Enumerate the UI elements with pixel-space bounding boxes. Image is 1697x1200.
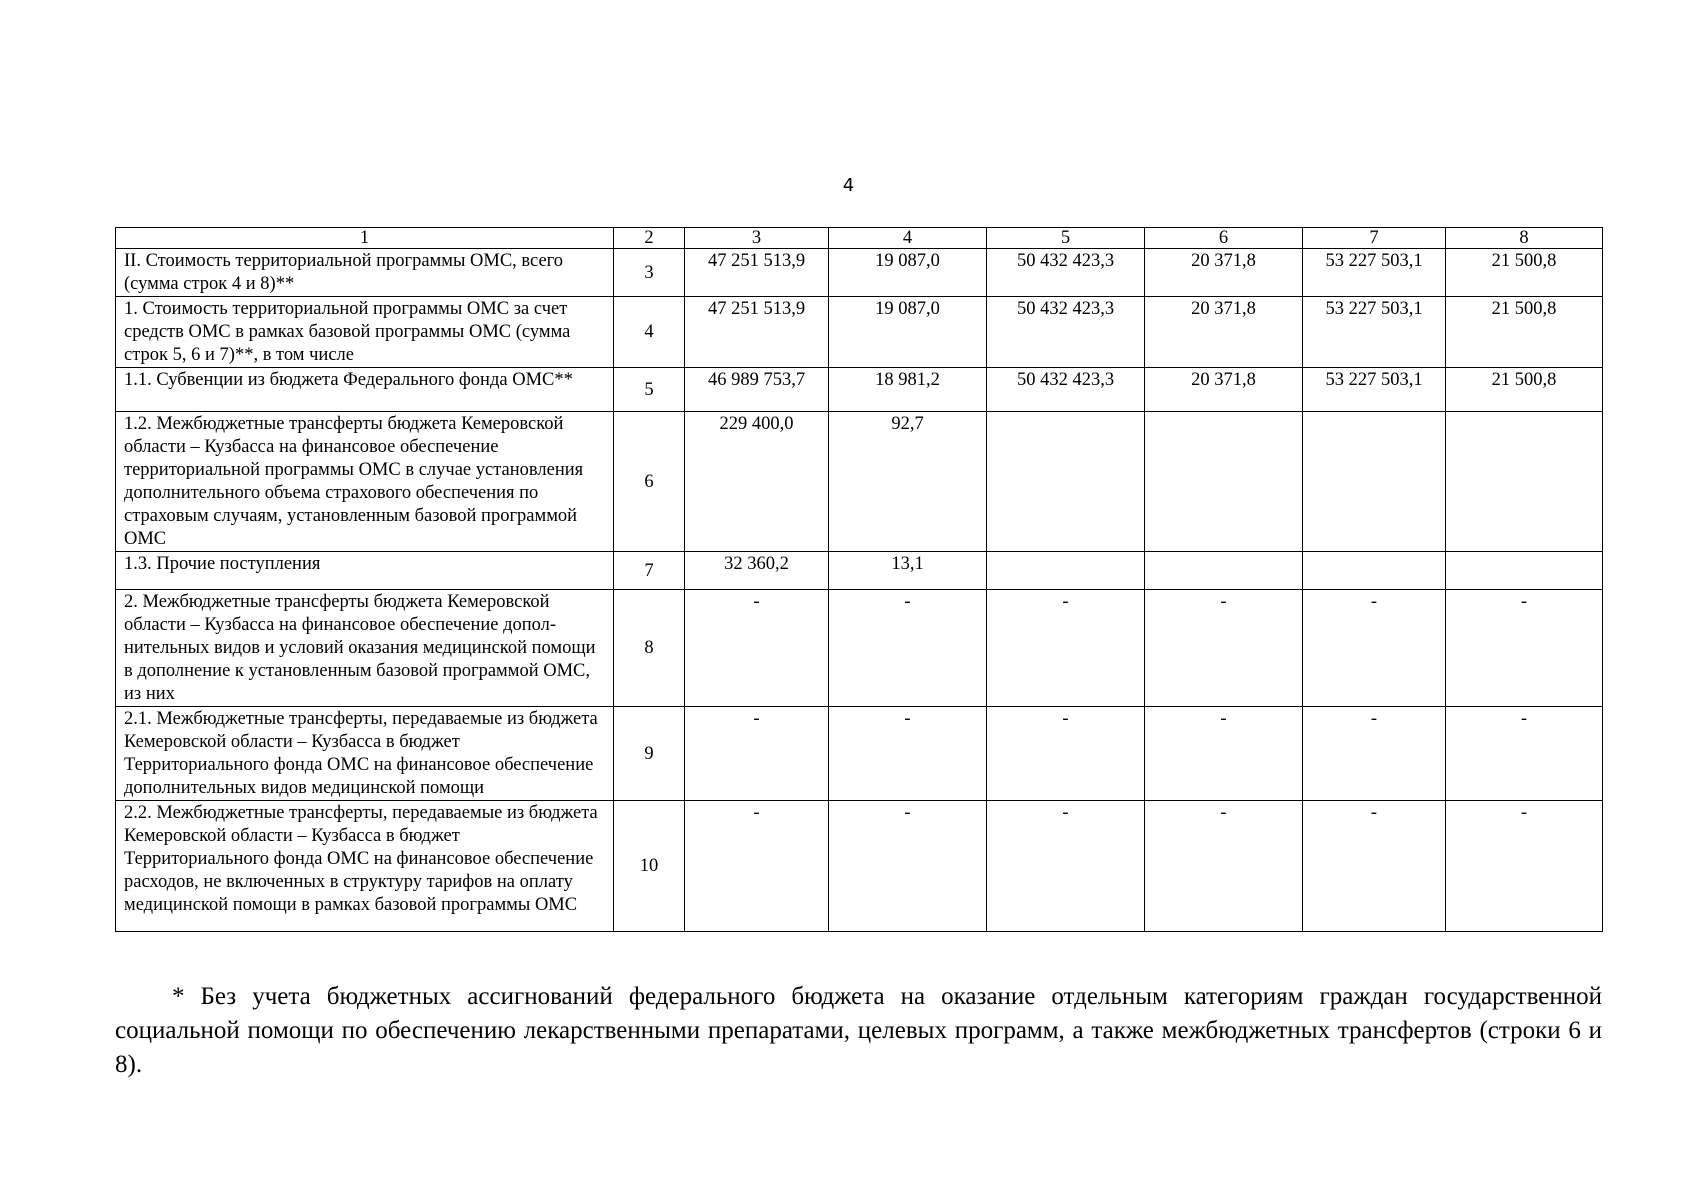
column-header: 1	[116, 228, 614, 249]
value-cell: 20 371,8	[1145, 368, 1303, 412]
column-header: 3	[685, 228, 829, 249]
value-cell: -	[1145, 590, 1303, 707]
row-label: II. Стоимость территориальной программы ОМС, всего (сумма строк 4 и 8)**	[116, 249, 614, 297]
value-cell: 13,1	[829, 552, 987, 590]
page-number: 4	[842, 175, 855, 196]
table-row	[116, 249, 1603, 297]
value-cell	[1446, 552, 1603, 590]
value-cell: 20 371,8	[1145, 249, 1303, 297]
value-cell: -	[1303, 590, 1446, 707]
value-cell	[1446, 412, 1603, 552]
table-row	[116, 552, 1603, 590]
row-label: 2. Межбюджетные трансферты бюджета Кемеровской области – Кузбасса на финансовое обеспечение дополнительных видов и условий оказания медицинской помощи в дополнение к установленным базовой программой ОМС, из них	[116, 590, 614, 707]
table-header-row	[116, 228, 1603, 249]
row-number: 7	[614, 552, 685, 590]
value-cell: 21 500,8	[1446, 297, 1603, 368]
value-cell: -	[1446, 707, 1603, 801]
value-cell: -	[1303, 801, 1446, 932]
value-cell: -	[685, 590, 829, 707]
footnote: * Без учета бюджетных ассигнований федерального бюджета на оказание отдельным категориям граждан государственной социальной помощи по обеспечению лекарственными препаратами, целевых программ, а также межбюджетных трансфертов (строки 6 и 8).	[115, 983, 1602, 1078]
table-row	[116, 801, 1603, 932]
value-cell: 46 989 753,7	[685, 368, 829, 412]
row-label: 2.2. Межбюджетные трансферты, передаваемые из бюджета Кемеровской области – Кузбасса в бюджет Территориального фонда ОМС на финансовое обеспечение расходов, не включенных в структуру тарифов на оплату медицинской помощи в рамках базовой программы ОМС	[116, 801, 614, 932]
table-row	[116, 368, 1603, 412]
value-cell	[1145, 552, 1303, 590]
value-cell: 19 087,0	[829, 249, 987, 297]
value-cell: -	[829, 590, 987, 707]
value-cell: -	[1303, 707, 1446, 801]
value-cell: -	[829, 707, 987, 801]
value-cell: -	[987, 590, 1145, 707]
value-cell: 18 981,2	[829, 368, 987, 412]
row-number: 9	[614, 707, 685, 801]
value-cell	[1145, 412, 1303, 552]
table-row	[116, 590, 1603, 707]
value-cell: 32 360,2	[685, 552, 829, 590]
value-cell: -	[1446, 801, 1603, 932]
value-cell	[987, 412, 1145, 552]
column-header: 5	[987, 228, 1145, 249]
value-cell	[987, 552, 1145, 590]
row-number: 3	[614, 249, 685, 297]
value-cell: 19 087,0	[829, 297, 987, 368]
value-cell: -	[685, 707, 829, 801]
row-label: 1.1. Субвенции из бюджета Федерального фонда ОМС**	[116, 368, 614, 412]
value-cell: -	[1145, 801, 1303, 932]
value-cell: 21 500,8	[1446, 368, 1603, 412]
column-header: 6	[1145, 228, 1303, 249]
row-label: 2.1. Межбюджетные трансферты, передаваемые из бюджета Кемеровской области – Кузбасса в бюджет Территориального фонда ОМС на финансовое обеспечение дополнительных видов медицинской помощи	[116, 707, 614, 801]
financial-table	[115, 227, 1603, 932]
value-cell: -	[1446, 590, 1603, 707]
column-header: 7	[1303, 228, 1446, 249]
row-number: 6	[614, 412, 685, 552]
value-cell: 53 227 503,1	[1303, 297, 1446, 368]
value-cell: 21 500,8	[1446, 249, 1603, 297]
row-number: 10	[614, 801, 685, 932]
value-cell: 50 432 423,3	[987, 249, 1145, 297]
value-cell: -	[1145, 707, 1303, 801]
value-cell: -	[987, 801, 1145, 932]
value-cell: 50 432 423,3	[987, 297, 1145, 368]
table-row	[116, 412, 1603, 552]
column-header: 4	[829, 228, 987, 249]
value-cell: -	[829, 801, 987, 932]
row-number: 4	[614, 297, 685, 368]
table-row	[116, 297, 1603, 368]
value-cell: -	[685, 801, 829, 932]
row-number: 5	[614, 368, 685, 412]
value-cell: 47 251 513,9	[685, 297, 829, 368]
column-header: 8	[1446, 228, 1603, 249]
value-cell: -	[987, 707, 1145, 801]
row-label: 1.2. Межбюджетные трансферты бюджета Кемеровской области – Кузбасса на финансовое обеспечение территориальной программы ОМС в случае установления дополнительного объема страхового обеспечения по страховым случаям, установленным базовой программой ОМС	[116, 412, 614, 552]
value-cell: 53 227 503,1	[1303, 368, 1446, 412]
row-label: 1. Стоимость территориальной программы ОМС за счет средств ОМС в рамках базовой программы ОМС (сумма строк 5, 6 и 7)**, в том числе	[116, 297, 614, 368]
value-cell: 92,7	[829, 412, 987, 552]
value-cell	[1303, 552, 1446, 590]
value-cell: 50 432 423,3	[987, 368, 1145, 412]
value-cell: 53 227 503,1	[1303, 249, 1446, 297]
value-cell: 47 251 513,9	[685, 249, 829, 297]
column-header: 2	[614, 228, 685, 249]
row-number: 8	[614, 590, 685, 707]
value-cell: 20 371,8	[1145, 297, 1303, 368]
row-label: 1.3. Прочие поступления	[116, 552, 614, 590]
value-cell: 229 400,0	[685, 412, 829, 552]
table-row	[116, 707, 1603, 801]
value-cell	[1303, 412, 1446, 552]
